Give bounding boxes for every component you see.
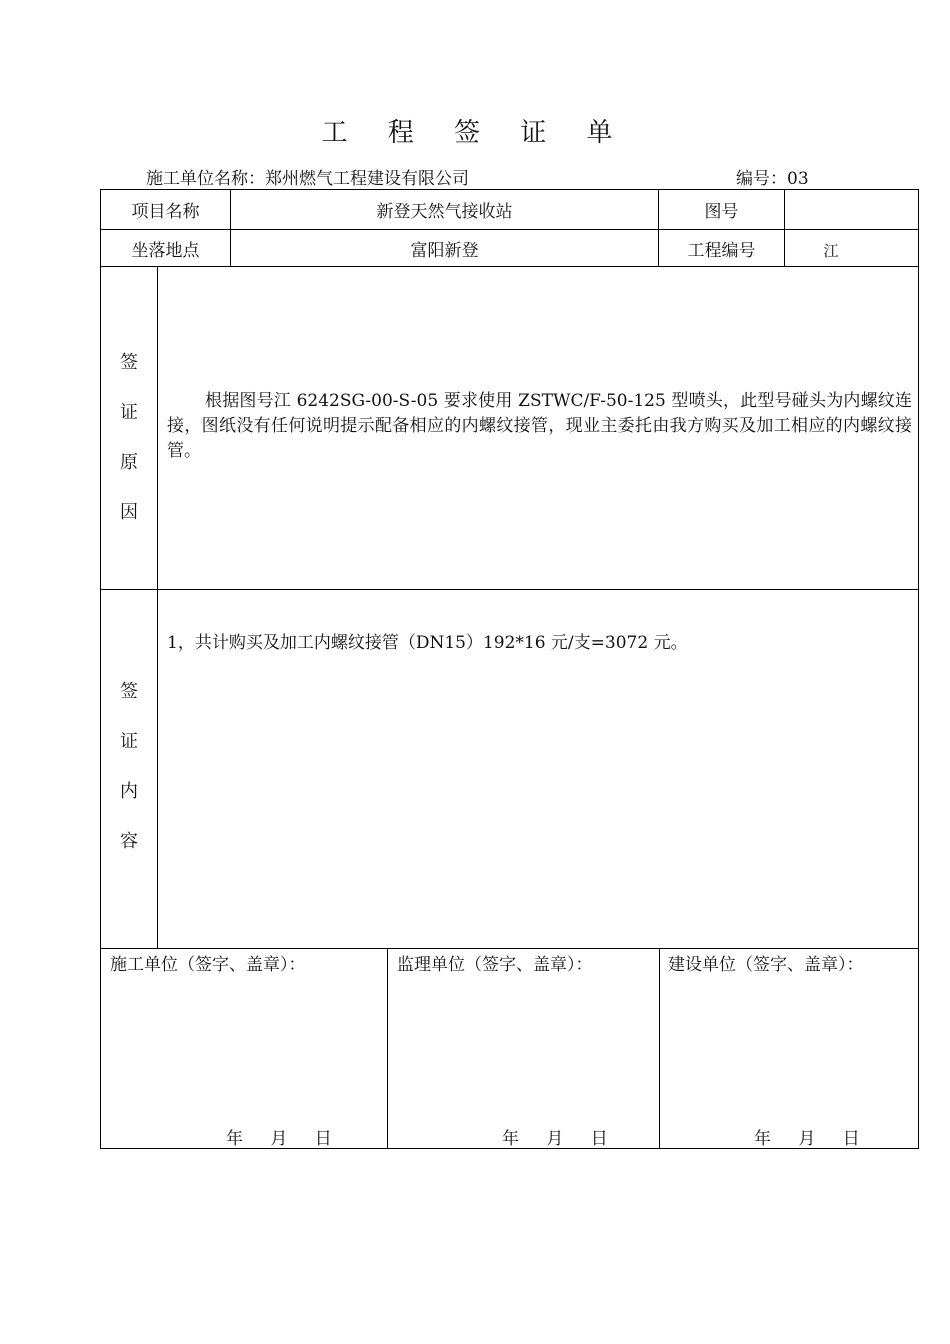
form-title: 工 程 签 证 单 (321, 118, 629, 148)
construction-unit-name: 施工单位名称：郑州燃气工程建设有限公司 (146, 169, 469, 189)
project-number-value: 江 (823, 241, 839, 260)
content-section-label: 签 证 内 容 (120, 681, 138, 852)
construction-date: 年 月 日 (226, 1129, 332, 1149)
location-label: 坐落地点 (131, 240, 200, 261)
reason-section-label: 签 证 原 因 (120, 352, 138, 523)
project-number-label: 工程编号 (687, 240, 756, 261)
form-number: 编号：03 (736, 169, 809, 189)
supervision-date: 年 月 日 (502, 1129, 608, 1149)
supervision-signature-label: 监理单位（签字、盖章）： (397, 955, 593, 975)
construction-signature-label: 施工单位（签字、盖章）： (110, 955, 306, 975)
owner-date: 年 月 日 (754, 1129, 860, 1149)
project-name-label: 项目名称 (131, 202, 200, 222)
drawing-number-value (785, 190, 918, 229)
project-name-value: 新登天然气接收站 (376, 202, 513, 222)
content-text: 1，共计购买及加工内螺纹接管（DN15）192*16 元/支=3072 元。 (167, 633, 688, 653)
reason-text: 根据图号江 6242SG-00-S-05 要求使用 ZSTWC/F-50-125 型喷头，此型号碰头为内螺纹连接，图纸没有任何说明提示配备相应的内螺纹接管，现业主委托由我方购买及加工相应的内螺纹接管。 (167, 391, 912, 461)
location-value: 富阳新登 (410, 240, 479, 261)
drawing-number-label: 图号 (704, 202, 739, 222)
owner-signature-label: 建设单位（签字、盖章）： (668, 955, 864, 975)
